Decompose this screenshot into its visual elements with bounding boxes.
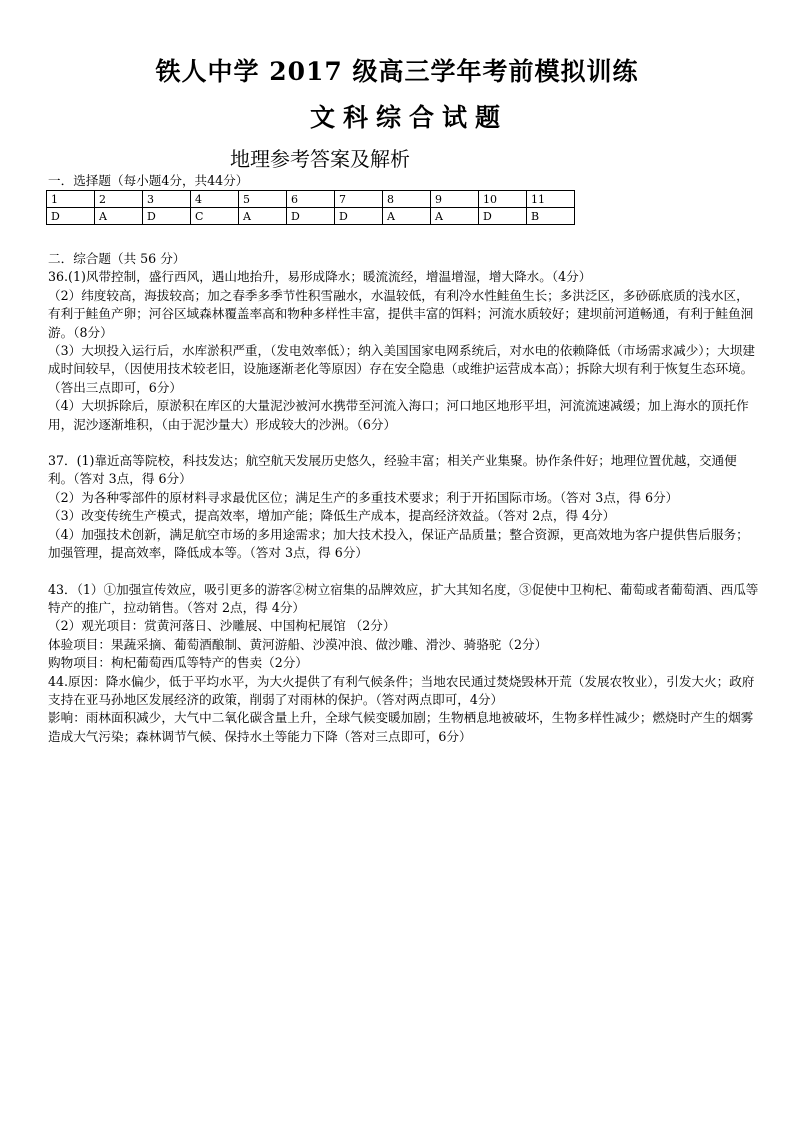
q37-part1: 37．(1)靠近高等院校，科技发达；航空航天发展历史悠久，经验丰富；相关产业集聚。协作条件好；地理位置优越，交通便利。（答对 3点，得 6分） bbox=[48, 453, 737, 487]
question-number-cell: 5 bbox=[239, 191, 287, 208]
question-number-cell: 10 bbox=[479, 191, 527, 208]
spacer bbox=[48, 434, 760, 452]
question-number-cell: 2 bbox=[95, 191, 143, 208]
choice-answer-table bbox=[46, 190, 575, 225]
answer-row bbox=[47, 208, 575, 225]
question-number-row bbox=[47, 191, 575, 208]
answer-cell: B bbox=[527, 208, 575, 225]
answer-cell: D bbox=[143, 208, 191, 225]
question-number-cell: 4 bbox=[191, 191, 239, 208]
question-number-cell: 9 bbox=[431, 191, 479, 208]
q36-part3: （3）大坝投入运行后，水库淤积严重，（发电效率低）；纳入美国国家电网系统后，对水电的依赖降低（市场需求减少）；大坝建成时间较早，（因使用技术较老旧，设施逐渐老化等原因）存在安全隐患（或维护运营成本高）；拆除大坝有利于恢复生态环境。（答出三点即可，6分） bbox=[48, 343, 755, 395]
q37-part3: （3）改变传统生产模式，提高效率，增加产能；降低生产成本，提高经济效益。（答对 2点，得 4分） bbox=[48, 508, 616, 524]
answer-cell: A bbox=[383, 208, 431, 225]
choice-section-heading: 一．选择题（每小题4分，共44分） bbox=[48, 173, 249, 188]
q36-part1: 36.(1)风带控制，盛行西风，遇山地抬升，易形成降水；暖流流经，增温增湿，增大降水。（4分） bbox=[48, 269, 592, 285]
q37-part2: （2）为各种零部件的原材料寻求最优区位；满足生产的多重技术要求；利于开拓国际市场。（答对 3点，得 6分） bbox=[48, 489, 679, 505]
answer-cell: A bbox=[239, 208, 287, 225]
q37-part4: （4）加强技术创新，满足航空市场的多用途需求；加大技术投入，保证产品质量；整合资源，更高效地为客户提供售后服务；加强管理，提高效率，降低成本等。（答对 3点，得 6分） bbox=[48, 526, 749, 561]
question-number-cell: 7 bbox=[335, 191, 383, 208]
answer-key-title: 地理参考答案及解析 bbox=[230, 147, 410, 171]
answer-cell: D bbox=[287, 208, 335, 225]
q36-part4: （4）大坝拆除后，原淤积在库区的大量泥沙被河水携带至河流入海口；河口地区地形平坦，河流流速减缓；加上海水的顶托作用，泥沙逐渐堆积，（由于泥沙量大）形成较大的沙洲。（6分） bbox=[48, 398, 749, 432]
answer-cell: D bbox=[335, 208, 383, 225]
q36-part2: （2）纬度较高，海拔较高；加之春季多季节性积雪融水，水温较低，有利冷水性鲑鱼生长；多洪泛区，多砂砾底质的浅水区，有利于鲑鱼产卵；河谷区域森林覆盖率高和物种多样性丰富，提供丰富的饵料；河流水质较好；建坝前河道畅通，有利于鲑鱼洄游。（8分） bbox=[48, 287, 754, 340]
question-number-cell: 6 bbox=[287, 191, 335, 208]
answer-cell: C bbox=[191, 208, 239, 225]
answer-cell: A bbox=[95, 208, 143, 225]
q43-part3: 体验项目：果蔬采摘、葡萄酒酿制、黄河游船、沙漠冲浪、做沙雕、滑沙、骑骆驼（2分） bbox=[48, 636, 548, 652]
comprehensive-section-heading: 二．综合题（共 56 分） bbox=[48, 251, 186, 266]
comprehensive-section bbox=[48, 250, 760, 746]
spacer bbox=[48, 563, 760, 581]
question-number-cell: 8 bbox=[383, 191, 431, 208]
answer-cell: A bbox=[431, 208, 479, 225]
q43-part2: （2）观光项目：赏黄河落日、沙雕展、中国枸杞展馆 （2分） bbox=[48, 618, 396, 634]
answer-cell: D bbox=[479, 208, 527, 225]
q43-part4: 购物项目：枸杞葡萄西瓜等特产的售卖（2分） bbox=[48, 655, 308, 671]
q43-part1: 43．（1）①加强宣传效应，吸引更多的游客②树立宿集的品牌效应，扩大其知名度，③促使中卫枸杞、葡萄或者葡萄酒、西瓜等特产的推广，拉动销售。（答对 2点，得 4分） bbox=[48, 581, 759, 615]
paper-subject-title: 文科综合试题 bbox=[309, 103, 508, 132]
question-number-cell: 3 bbox=[143, 191, 191, 208]
question-number-cell: 1 bbox=[47, 191, 95, 208]
q44-reasons: 44.原因：降水偏少，低于平均水平，为大火提供了有利气候条件；当地农民通过焚烧毁林开荒（发展农牧业），引发大火；政府支持在亚马孙地区发展经济的政策，削弱了对雨林的保护。（答对两点即可，4分） bbox=[48, 673, 755, 707]
question-number-cell: 11 bbox=[527, 191, 575, 208]
answer-cell: D bbox=[47, 208, 95, 225]
school-exam-title: 铁人中学 2017 级高三学年考前模拟训练 bbox=[155, 57, 639, 86]
q44-impacts: 影响：雨林面积减少，大气中二氧化碳含量上升，全球气候变暖加剧；生物栖息地被破坏，生物多样性减少；燃烧时产生的烟雾造成大气污染；森林调节气候、保持水土等能力下降（答对三点即可，6分） bbox=[48, 710, 754, 744]
